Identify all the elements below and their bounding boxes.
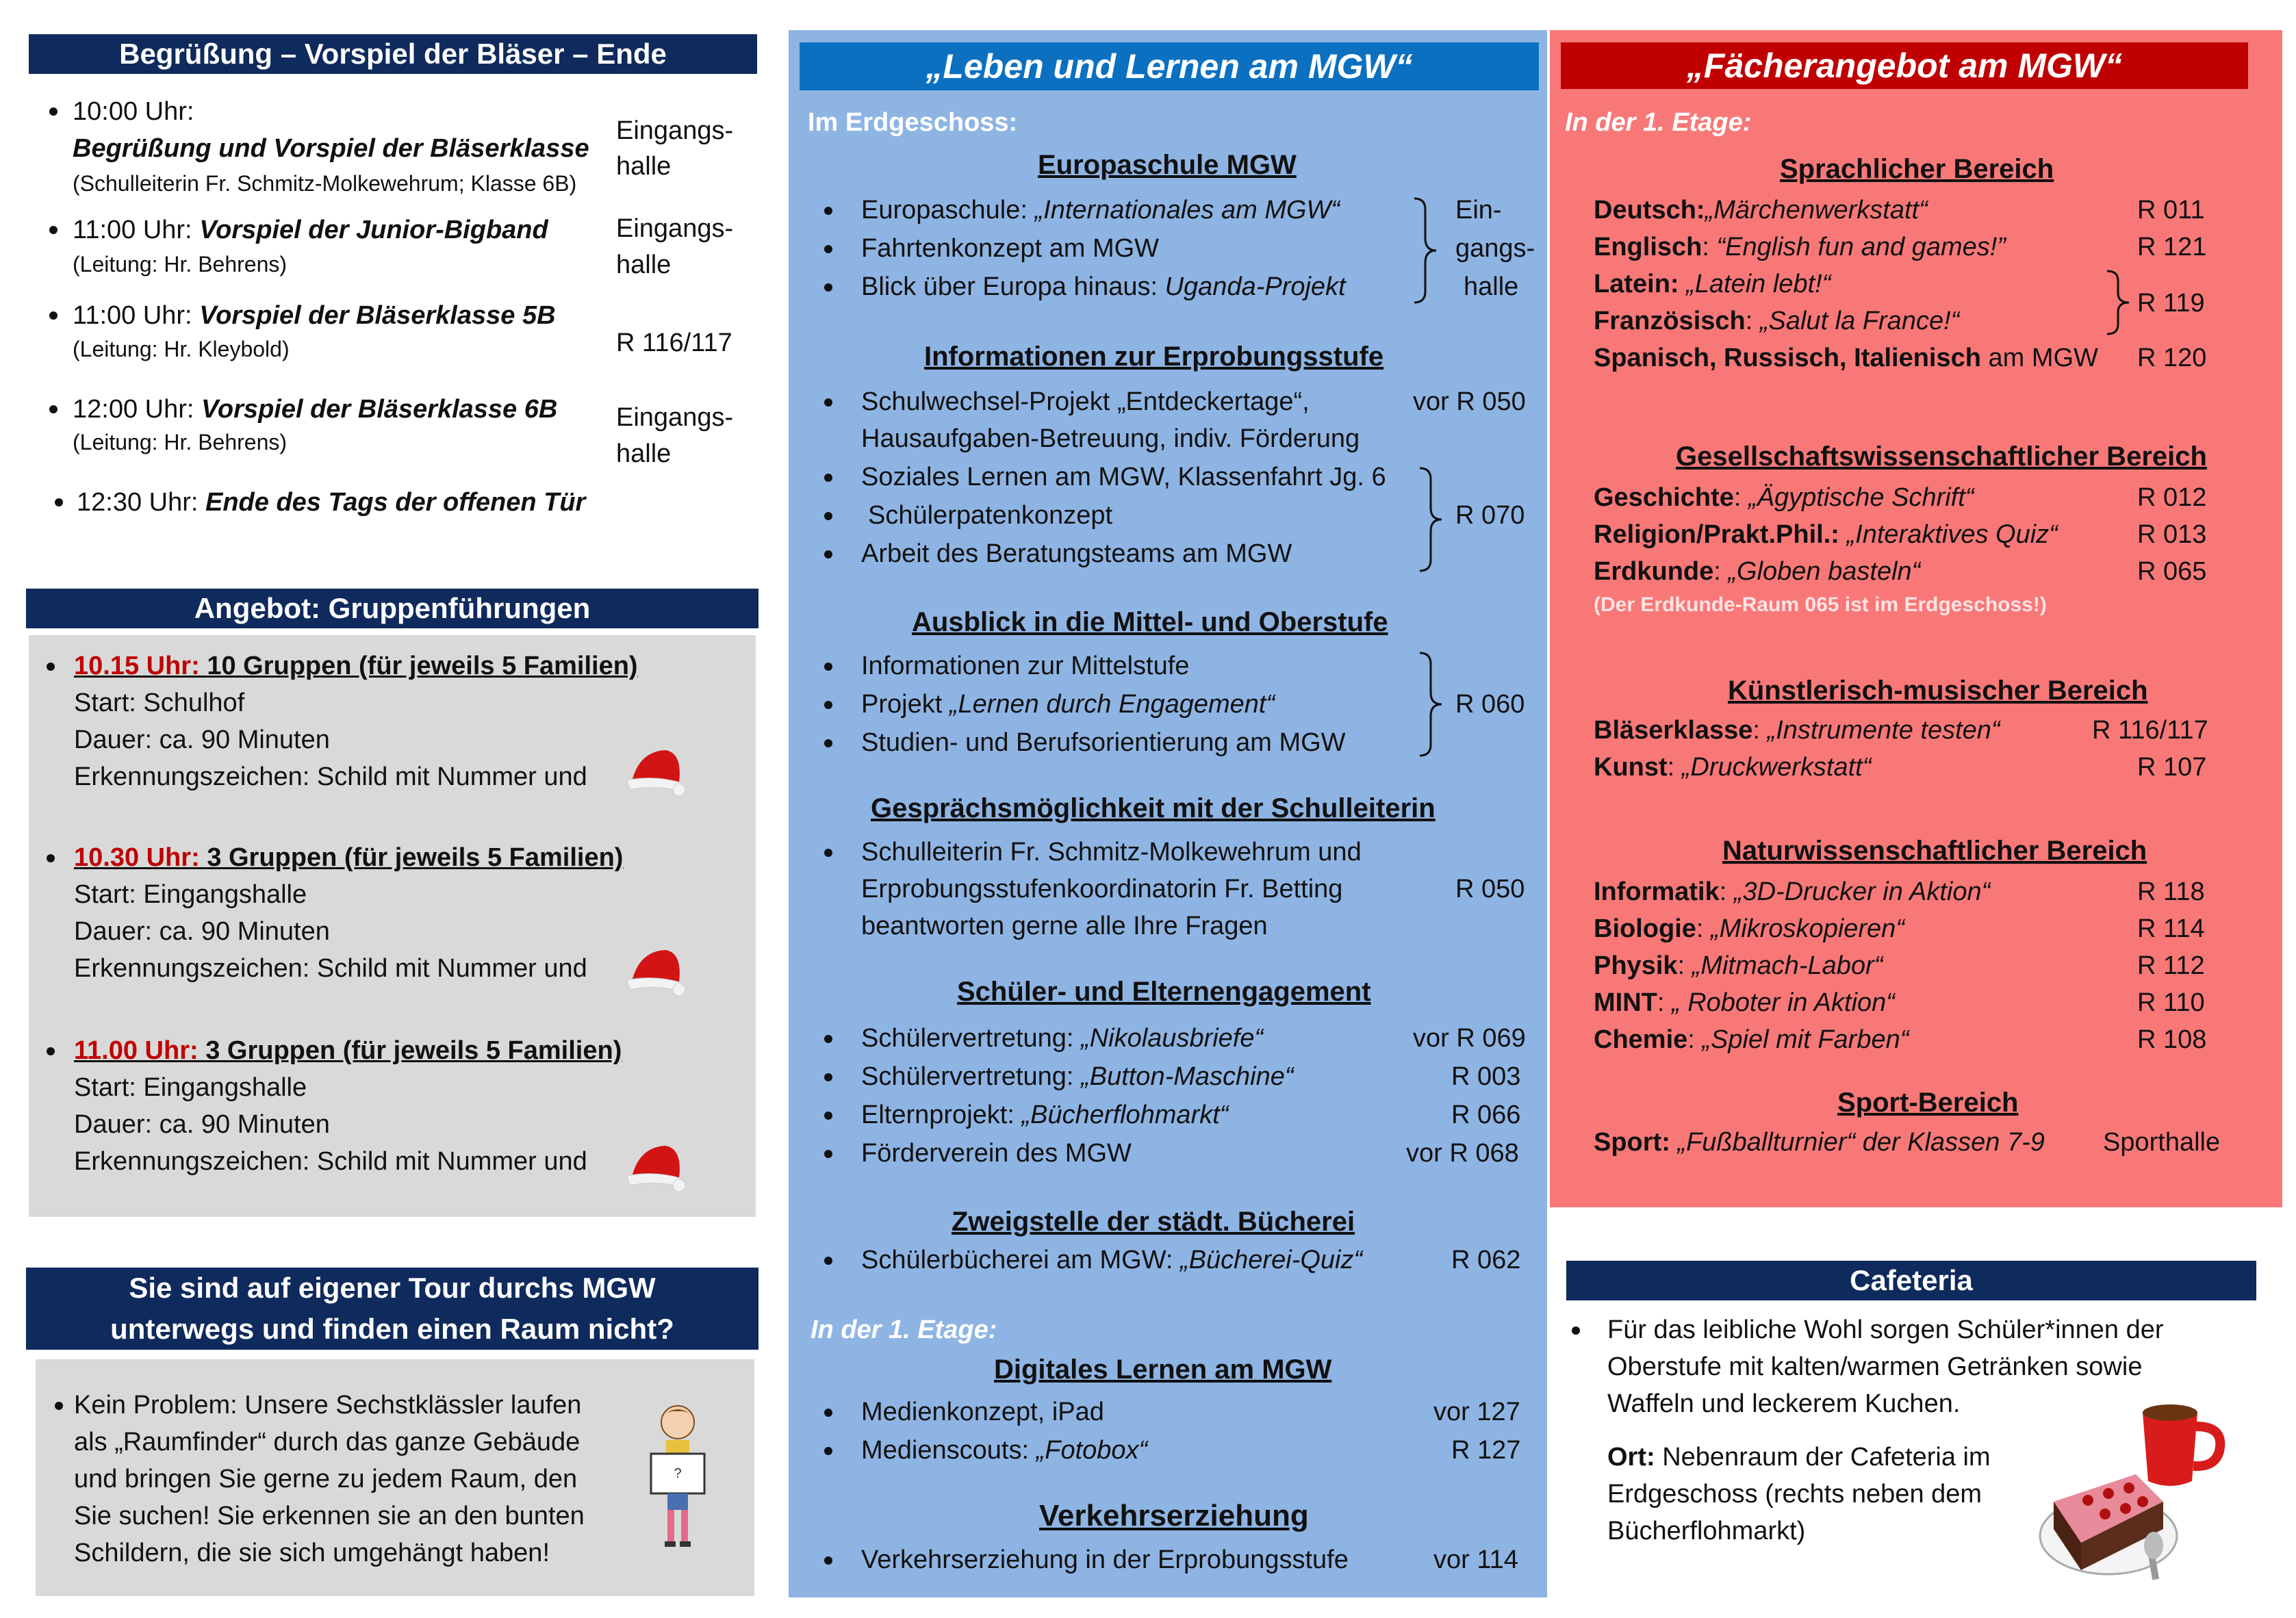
brace-icon	[1412, 196, 1439, 305]
bullet-icon	[824, 1150, 832, 1158]
tour-start: Start: Eingangshalle	[74, 1073, 307, 1102]
bullet-icon	[824, 1073, 832, 1081]
brace-icon	[2104, 268, 2132, 337]
bullet-icon	[824, 398, 832, 407]
room-label: vor 127	[1433, 1398, 1520, 1426]
bullet-icon	[824, 207, 832, 215]
subject-row: Erdkunde: „Globen basteln“	[1594, 557, 1921, 586]
bullet-icon	[824, 1112, 832, 1120]
welcome-location: Eingangs-	[616, 403, 734, 432]
subject-row: Physik: „Mitmach-Labor“	[1594, 951, 1883, 980]
bullet-icon	[824, 550, 832, 558]
welcome-title: Begrüßung und Vorspiel der Bläserklasse	[73, 134, 589, 163]
section-title-erprobung: Informationen zur Erprobungsstufe	[924, 342, 1384, 372]
section-title-library: Zweigstelle der städt. Bücherei	[952, 1207, 1355, 1237]
welcome-location: R 116/117	[616, 329, 732, 357]
cafeteria-header: Cafeteria	[1566, 1261, 2256, 1300]
tour-start: Start: Eingangshalle	[74, 880, 307, 909]
tour-group-title: 11.00 Uhr: 3 Gruppen (für jeweils 5 Familien)	[74, 1036, 622, 1065]
subject-row: Französisch: „Salut la France!“	[1594, 307, 1960, 335]
welcome-item: 11:00 Uhr: Vorspiel der Bläserklasse 5B	[73, 301, 556, 330]
subject-row: Religion/Prakt.Phil.: „Interaktives Quiz“	[1594, 520, 2058, 549]
engagement-item: Förderverein des MGW	[861, 1139, 1132, 1168]
bullet-icon	[824, 512, 832, 520]
coffee-and-cake-icon	[2033, 1399, 2232, 1584]
europe-item: Europaschule: „Internationales am MGW“	[861, 196, 1340, 224]
bullet-icon	[824, 245, 832, 253]
room-label: R 121	[2137, 233, 2207, 261]
tour-sign: Erkennungszeichen: Schild mit Nummer und	[74, 954, 587, 983]
section-title-science: Naturwissenschaftlicher Bereich	[1722, 836, 2147, 866]
bullet-icon	[824, 1556, 832, 1565]
room-label: R 107	[2137, 753, 2207, 782]
subject-row: Spanisch, Russisch, Italienisch am MGW	[1594, 344, 2098, 372]
subject-row: Bläserklasse: „Instrumente testen“	[1594, 716, 2000, 745]
bullet-icon	[824, 1447, 832, 1455]
room-label: R 060	[1455, 690, 1525, 719]
outlook-item: Studien- und Berufsorientierung am MGW	[861, 728, 1346, 757]
cafeteria-text: Waffeln und leckerem Kuchen.	[1607, 1389, 1961, 1418]
tours-header: Angebot: Gruppenführungen	[26, 589, 758, 628]
subject-row: Sport: „Fußballturnier“ der Klassen 7-9	[1594, 1128, 2045, 1157]
tour-duration: Dauer: ca. 90 Minuten	[74, 917, 330, 946]
room-label: R 119	[2137, 289, 2205, 318]
room-label: R 012	[2137, 483, 2207, 512]
bullet-icon	[49, 405, 58, 413]
welcome-location: halle	[616, 251, 672, 279]
room-label: vor 114	[1433, 1545, 1518, 1574]
section-title-arts: Künstlerisch-musischer Bereich	[1728, 676, 2148, 706]
welcome-location: halle	[616, 152, 672, 181]
bullet-icon	[49, 107, 58, 116]
tour-group-title: 10.30 Uhr: 3 Gruppen (für jeweils 5 Familien)	[74, 843, 624, 872]
europe-location: halle	[1464, 272, 1519, 301]
erprobung-item: Arbeit des Beratungsteams am MGW	[861, 539, 1292, 568]
outlook-item: Informationen zur Mittelstufe	[861, 652, 1190, 680]
library-item: Schülerbücherei am MGW: „Bücherei-Quiz“	[861, 1246, 1363, 1274]
room-label: R 013	[2137, 520, 2207, 549]
own-tour-text: und bringen Sie gerne zu jedem Raum, den	[74, 1465, 578, 1493]
room-label: R 110	[2137, 988, 2205, 1017]
bullet-icon	[49, 226, 58, 234]
subjects-header: „Fächerangebot am MGW“	[1561, 42, 2248, 89]
floor-label: In der 1. Etage:	[1565, 108, 1752, 137]
section-title-engagement: Schüler- und Elternengagement	[957, 977, 1371, 1007]
own-tour-text: Kein Problem: Unsere Sechstklässler laufen	[74, 1391, 582, 1420]
bullet-icon	[824, 1409, 832, 1417]
cafeteria-text: Für das leibliche Wohl sorgen Schüler*innen der	[1607, 1315, 2164, 1344]
welcome-sub: (Leitung: Hr. Behrens)	[73, 252, 288, 277]
room-label: R 116/117	[2092, 716, 2208, 745]
bullet-icon	[47, 854, 55, 862]
europe-location: gangs-	[1455, 234, 1535, 263]
santa-hat-icon	[624, 1140, 686, 1195]
room-label: R 120	[2137, 344, 2207, 372]
talk-text: Erprobungsstufenkoordinatorin Fr. Betting	[861, 875, 1343, 903]
section-title-sport: Sport-Bereich	[1837, 1088, 2019, 1118]
subject-row: Kunst: „Druckwerkstatt“	[1594, 753, 1872, 782]
tour-group-title: 10.15 Uhr: 10 Gruppen (für jeweils 5 Familien)	[74, 652, 638, 680]
erprobung-item: Schulwechsel-Projekt „Entdeckertage“,	[861, 387, 1310, 416]
bullet-icon	[824, 474, 832, 482]
welcome-header: Begrüßung – Vorspiel der Bläser – Ende	[29, 34, 757, 74]
bullet-icon	[49, 311, 58, 320]
room-label: R 112	[2137, 951, 2205, 980]
engagement-item: Elternprojekt: „Bücherflohmarkt“	[861, 1101, 1229, 1129]
section-title-europe: Europaschule MGW	[1038, 150, 1297, 180]
room-label: R 070	[1455, 501, 1525, 530]
bullet-icon	[824, 701, 832, 709]
room-label: R 062	[1451, 1246, 1521, 1274]
section-title-traffic: Verkehrserziehung	[1039, 1499, 1309, 1532]
welcome-item: 12:00 Uhr: Vorspiel der Bläserklasse 6B	[73, 395, 558, 424]
life-learning-header: „Leben und Lernen am MGW“	[800, 42, 1539, 90]
subject-row: Chemie: „Spiel mit Farben“	[1594, 1025, 1909, 1054]
europe-location: Ein-	[1455, 196, 1502, 224]
bullet-icon	[47, 663, 55, 671]
room-label: R 114	[2137, 914, 2205, 943]
tour-sign: Erkennungszeichen: Schild mit Nummer und	[74, 1147, 587, 1176]
tour-sign: Erkennungszeichen: Schild mit Nummer und	[74, 762, 587, 791]
santa-hat-icon	[624, 945, 686, 999]
child-with-sign-icon	[640, 1400, 715, 1551]
section-title-social: Gesellschaftswissenschaftlicher Bereich	[1676, 441, 2207, 472]
section-title-language: Sprachlicher Bereich	[1780, 154, 2054, 184]
room-label: R 108	[2137, 1025, 2207, 1054]
digital-item: Medienscouts: „Fotobox“	[861, 1436, 1148, 1465]
room-label: Sporthalle	[2103, 1128, 2221, 1157]
digital-item: Medienkonzept, iPad	[861, 1398, 1104, 1426]
bullet-icon	[55, 498, 63, 506]
engagement-item: Schülervertretung: „Nikolausbriefe“	[861, 1024, 1264, 1053]
welcome-location: Eingangs-	[616, 116, 734, 145]
talk-text: Schulleiterin Fr. Schmitz-Molkewehrum und	[861, 838, 1362, 866]
bullet-icon	[824, 1035, 832, 1043]
room-label: R 050	[1455, 875, 1525, 903]
section-title-outlook: Ausblick in die Mittel- und Oberstufe	[912, 607, 1388, 637]
santa-hat-icon	[624, 745, 686, 799]
welcome-item: 11:00 Uhr: Vorspiel der Junior-Bigband	[73, 216, 548, 244]
room-label: R 011	[2137, 196, 2205, 224]
room-label: R 065	[2137, 557, 2207, 586]
cafeteria-location: Ort: Nebenraum der Cafeteria im	[1607, 1443, 1991, 1472]
floor-label: Im Erdgeschoss:	[808, 108, 1018, 137]
europe-item: Fahrtenkonzept am MGW	[861, 234, 1160, 263]
tour-start: Start: Schulhof	[74, 689, 245, 717]
erprobung-item: Soziales Lernen am MGW, Klassenfahrt Jg. 6	[861, 463, 1386, 491]
brace-icon	[1417, 465, 1444, 574]
own-tour-text: Schildern, die sie sich umgehängt haben!	[74, 1539, 550, 1567]
room-label: R 127	[1451, 1436, 1521, 1465]
engagement-item: Schülervertretung: „Button-Maschine“	[861, 1062, 1294, 1091]
room-label: R 003	[1451, 1062, 1521, 1091]
welcome-sub: (Leitung: Hr. Behrens)	[73, 430, 288, 454]
bullet-icon	[47, 1047, 55, 1055]
own-tour-text: als „Raumfinder“ durch das ganze Gebäude	[74, 1428, 581, 1456]
welcome-location: halle	[616, 439, 672, 468]
subject-row: MINT: „ Roboter in Aktion“	[1594, 988, 1895, 1017]
bullet-icon	[824, 739, 832, 747]
subject-row: Englisch: “English fun and games!”	[1594, 233, 2006, 261]
tour-duration: Dauer: ca. 90 Minuten	[74, 725, 330, 754]
bullet-icon	[824, 283, 832, 292]
welcome-time: 10:00 Uhr:	[73, 97, 194, 126]
talk-text: beantworten gerne alle Ihre Fragen	[861, 912, 1268, 940]
bullet-icon	[824, 849, 832, 857]
europe-item: Blick über Europa hinaus: Uganda-Projekt	[861, 272, 1346, 301]
subject-row: Geschichte: „Ägyptische Schrift“	[1594, 483, 1974, 512]
welcome-item: 12:30 Uhr: Ende des Tags der offenen Tür	[77, 488, 586, 517]
welcome-sub: (Leitung: Hr. Kleybold)	[73, 337, 290, 361]
traffic-item: Verkehrserziehung in der Erprobungsstufe	[861, 1545, 1349, 1574]
section-title-digital: Digitales Lernen am MGW	[994, 1354, 1332, 1385]
bullet-icon	[55, 1402, 63, 1410]
bullet-icon	[824, 1257, 832, 1265]
room-label: R 118	[2137, 877, 2205, 906]
erprobung-item: Schülerpatenkonzept	[868, 501, 1113, 530]
note-text: (Der Erdkunde-Raum 065 ist im Erdgeschoss!)	[1594, 593, 2047, 616]
subject-row: Biologie: „Mikroskopieren“	[1594, 914, 1904, 943]
floor-label: In der 1. Etage:	[811, 1315, 997, 1344]
subject-row: Latein: „Latein lebt!“	[1594, 270, 1831, 298]
own-tour-header: Sie sind auf eigener Tour durchs MGW unterwegs und finden einen Raum nicht?	[26, 1268, 758, 1350]
cafeteria-location: Bücherflohmarkt)	[1607, 1517, 1806, 1545]
room-label: vor R 050	[1413, 387, 1526, 416]
room-label: vor R 068	[1406, 1139, 1519, 1168]
welcome-location: Eingangs-	[616, 214, 734, 243]
bullet-icon	[824, 663, 832, 671]
erprobung-item: Hausaufgaben-Betreuung, indiv. Förderung	[861, 424, 1360, 453]
svg-text:?: ?	[674, 1466, 682, 1481]
subject-row: Informatik: „3D-Drucker in Aktion“	[1594, 877, 1991, 906]
subject-row: Deutsch:„Märchenwerkstatt“	[1594, 196, 1928, 224]
own-tour-text: Sie suchen! Sie erkennen sie an den bunten	[74, 1502, 585, 1530]
welcome-sub: (Schulleiterin Fr. Schmitz-Molkewehrum; Klasse 6B)	[73, 171, 577, 196]
brace-icon	[1417, 650, 1444, 758]
room-label: vor R 069	[1413, 1024, 1526, 1053]
room-label: R 066	[1451, 1101, 1521, 1129]
bullet-icon	[1572, 1326, 1580, 1335]
cafeteria-location: Erdgeschoss (rechts neben dem	[1607, 1480, 1982, 1508]
cafeteria-text: Oberstufe mit kalten/warmen Getränken sowie	[1607, 1352, 2143, 1381]
outlook-item: Projekt „Lernen durch Engagement“	[861, 690, 1275, 719]
section-title-talk: Gesprächsmöglichkeit mit der Schulleiterin	[871, 793, 1436, 823]
tour-duration: Dauer: ca. 90 Minuten	[74, 1110, 330, 1139]
